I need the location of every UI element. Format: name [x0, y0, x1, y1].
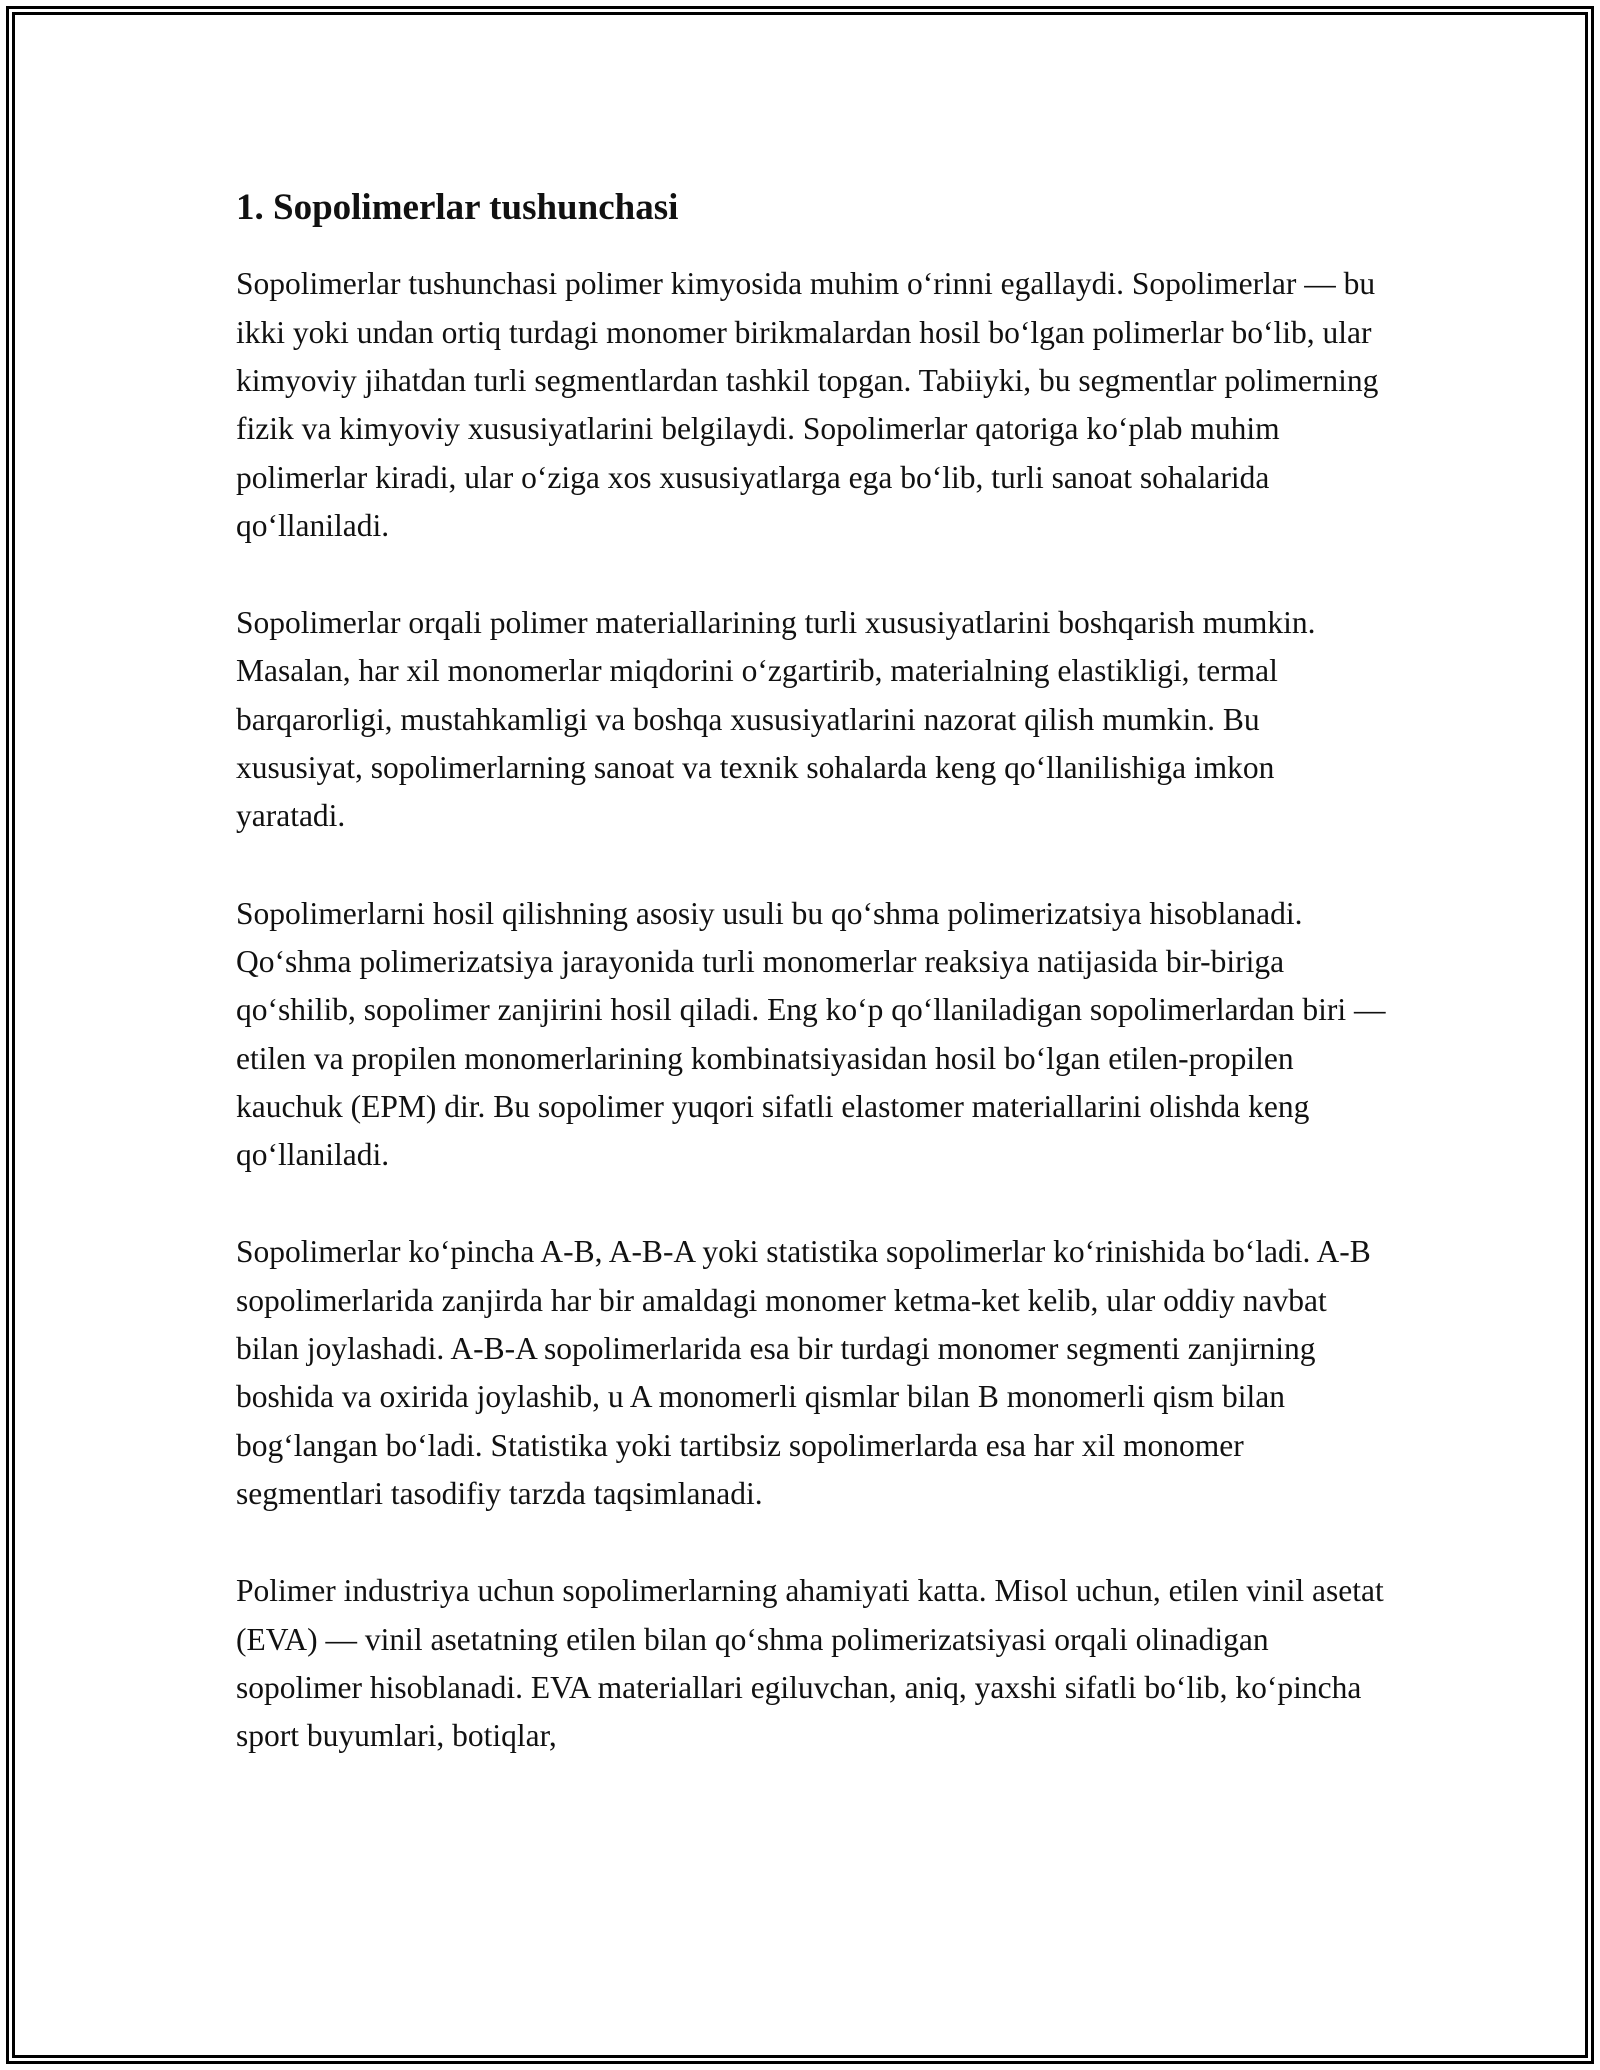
paragraph-4: Sopolimerlar koʻpincha A-B, A-B-A yoki statistika sopolimerlar koʻrinishida boʻladi. A-B sopolimerlarida zanjirda har bir amaldagi monomer ketma-ket kelib, ular oddiy navbat bilan joylashadi. A-B-A sopolimerlarida esa bir turdagi monomer segmenti zanjirning boshida va oxirida joylashib, u A monomerli qismlar bilan B monomerli qism bilan bogʻlangan boʻladi. Statistika yoki tartibsiz sopolimerlarda esa har xil monomer segmentlari tasodifiy tarzda taqsimlanadi.	[236, 1234, 1371, 1511]
paragraph-1: Sopolimerlar tushunchasi polimer kimyosida muhim oʻrinni egallaydi. Sopolimerlar — bu ikki yoki undan ortiq turdagi monomer birikmalardan hosil boʻlgan polimerlar boʻlib, ular kimyoviy jihatdan turli segmentlardan tashkil topgan. Tabiiyki, bu segmentlar polimerning fizik va kimyoviy xususiyatlarini belgilaydi. Sopolimerlar qatoriga koʻplab muhim polimerlar kiradi, ular oʻziga xos xususiyatlarga ega boʻlib, turli sanoat sohalarida qoʻllaniladi.	[236, 266, 1379, 543]
section-heading: 1. Sopolimerlar tushunchasi	[236, 187, 679, 228]
paragraph-3: Sopolimerlarni hosil qilishning asosiy usuli bu qoʻshma polimerizatsiya hisoblanadi. Qoʻshma polimerizatsiya jarayonida turli monomerlar reaksiya natijasida bir-biriga qoʻshilib, sopolimer zanjirini hosil qiladi. Eng koʻp qoʻllaniladigan sopolimerlardan biri — etilen va propilen monomerlarining kombinatsiyasidan hosil boʻlgan etilen-propilen kauchuk (EPM) dir. Bu sopolimer yuqori sifatli elastomer materiallarini olishda keng qoʻllaniladi.	[236, 895, 1386, 1173]
paragraph-5: Polimer industriya uchun sopolimerlarning ahamiyati katta. Misol uchun, etilen vinil asetat (EVA) — vinil asetatning etilen bilan qoʻshma polimerizatsiyasi orqali olinadigan sopolimer hisoblanadi. EVA materiallari egiluvchan, aniq, yaxshi sifatli boʻlib, koʻpincha sport buyumlari, botiqlar,	[236, 1573, 1384, 1754]
paragraph-2: Sopolimerlar orqali polimer materiallarining turli xususiyatlarini boshqarish mumkin. Masalan, har xil monomerlar miqdorini oʻzgartirib, materialning elastikligi, termal barqarorligi, mustahkamligi va boshqa xususiyatlarini nazorat qilish mumkin. Bu xususiyat, sopolimerlarning sanoat va texnik sohalarda keng qoʻllanilishiga imkon yaratadi.	[236, 605, 1316, 834]
document-body	[236, 186, 1386, 1809]
